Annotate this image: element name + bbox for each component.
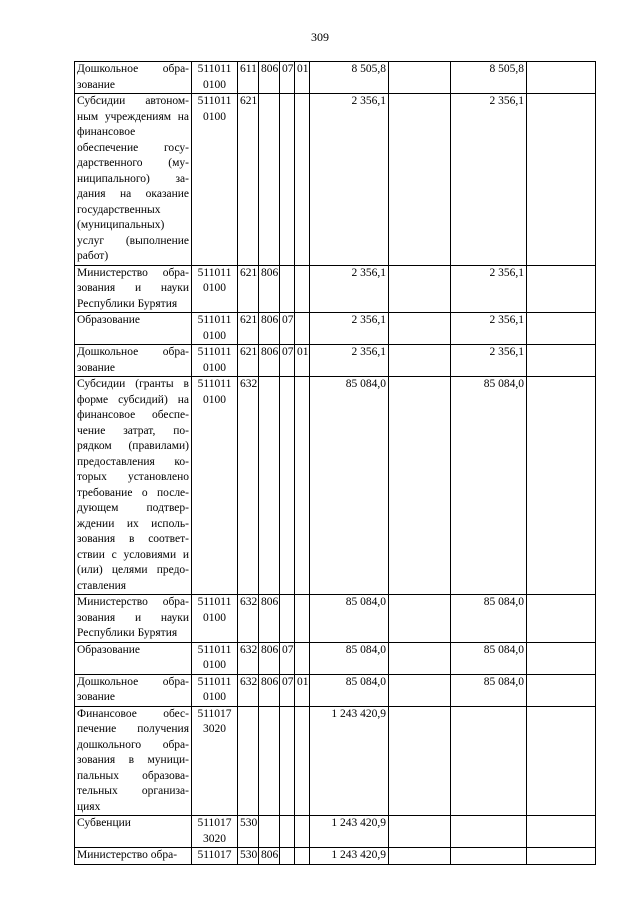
row-name-cell: Субвенции [75, 816, 192, 848]
amount-total-cell: 1 243 420,9 [310, 816, 389, 848]
expense-type-code-cell: 632 [238, 642, 259, 674]
expense-type-code-cell [238, 706, 259, 816]
expense-type-code-cell: 632 [238, 595, 259, 643]
target-article-code-cell: 511011 0100 [192, 94, 238, 266]
amount-total-cell: 2 356,1 [310, 313, 389, 345]
amount-col-4-cell [527, 313, 596, 345]
table-row [75, 313, 596, 345]
amount-col-2-cell [389, 595, 451, 643]
target-article-code-cell: 511011 0100 [192, 313, 238, 345]
section-code-cell: 07 [280, 313, 295, 345]
subsection-code-cell [295, 642, 310, 674]
amount-col-2-cell [389, 816, 451, 848]
row-name-cell: Министерство обра-зования и науки Республики Бурятия [75, 595, 192, 643]
budget-table [74, 61, 596, 865]
amount-col-3-cell [451, 816, 527, 848]
section-code-cell: 07 [280, 62, 295, 94]
table-row [75, 706, 596, 816]
subsection-code-cell: 01 [295, 674, 310, 706]
table-row [75, 642, 596, 674]
amount-col-2-cell [389, 642, 451, 674]
amount-col-4-cell [527, 265, 596, 313]
amount-total-cell: 2 356,1 [310, 345, 389, 377]
section-code-cell [280, 848, 295, 865]
subsection-code-cell [295, 848, 310, 865]
amount-total-cell: 2 356,1 [310, 265, 389, 313]
section-code-cell [280, 94, 295, 266]
subsection-code-cell: 01 [295, 62, 310, 94]
target-article-code-cell: 511011 0100 [192, 595, 238, 643]
target-article-code-cell: 511011 0100 [192, 674, 238, 706]
amount-col-4-cell [527, 816, 596, 848]
section-code-cell [280, 595, 295, 643]
amount-col-4-cell [527, 94, 596, 266]
section-code-cell: 07 [280, 345, 295, 377]
ministry-code-cell: 806 [259, 848, 280, 865]
row-name-cell: Субсидии автоном-ным учреждениям на финансовое обеспечение госу-дарственного (му-ниципального) за-дания на оказание государственных (муниципальных) услуг (выполнение работ) [75, 94, 192, 266]
ministry-code-cell: 806 [259, 595, 280, 643]
amount-total-cell: 8 505,8 [310, 62, 389, 94]
amount-col-3-cell: 85 084,0 [451, 595, 527, 643]
row-name-cell: Дошкольное обра-зование [75, 62, 192, 94]
subsection-code-cell [295, 94, 310, 266]
amount-col-2-cell [389, 848, 451, 865]
ministry-code-cell: 806 [259, 62, 280, 94]
amount-col-3-cell: 2 356,1 [451, 313, 527, 345]
table-row [75, 674, 596, 706]
amount-col-4-cell [527, 345, 596, 377]
target-article-code-cell: 511017 3020 [192, 816, 238, 848]
target-article-code-cell: 511011 0100 [192, 345, 238, 377]
amount-col-2-cell [389, 377, 451, 595]
row-name-cell: Образование [75, 313, 192, 345]
row-name-cell: Министерство обра- [75, 848, 192, 865]
expense-type-code-cell: 530 [238, 848, 259, 865]
amount-total-cell: 85 084,0 [310, 377, 389, 595]
table-row [75, 595, 596, 643]
section-code-cell: 07 [280, 642, 295, 674]
table-row [75, 345, 596, 377]
ministry-code-cell: 806 [259, 674, 280, 706]
target-article-code-cell: 511011 0100 [192, 642, 238, 674]
table-row [75, 265, 596, 313]
row-name-cell: Дошкольное обра-зование [75, 345, 192, 377]
amount-col-2-cell [389, 265, 451, 313]
target-article-code-cell: 511017 3020 [192, 706, 238, 816]
table-row [75, 94, 596, 266]
subsection-code-cell [295, 816, 310, 848]
amount-col-3-cell: 2 356,1 [451, 345, 527, 377]
expense-type-code-cell: 621 [238, 94, 259, 266]
amount-col-2-cell [389, 674, 451, 706]
target-article-code-cell: 511011 0100 [192, 265, 238, 313]
amount-col-2-cell [389, 345, 451, 377]
row-name-cell: Дошкольное обра-зование [75, 674, 192, 706]
amount-total-cell: 1 243 420,9 [310, 706, 389, 816]
subsection-code-cell [295, 706, 310, 816]
ministry-code-cell: 806 [259, 313, 280, 345]
amount-col-4-cell [527, 377, 596, 595]
ministry-code-cell [259, 94, 280, 266]
row-name-cell: Министерство обра-зования и науки Республики Бурятия [75, 265, 192, 313]
amount-col-3-cell: 2 356,1 [451, 265, 527, 313]
amount-col-2-cell [389, 313, 451, 345]
expense-type-code-cell: 621 [238, 313, 259, 345]
subsection-code-cell: 01 [295, 345, 310, 377]
section-code-cell [280, 377, 295, 595]
expense-type-code-cell: 621 [238, 265, 259, 313]
amount-col-4-cell [527, 848, 596, 865]
subsection-code-cell [295, 313, 310, 345]
expense-type-code-cell: 611 [238, 62, 259, 94]
amount-col-4-cell [527, 642, 596, 674]
amount-col-3-cell [451, 848, 527, 865]
section-code-cell: 07 [280, 674, 295, 706]
section-code-cell [280, 816, 295, 848]
amount-col-3-cell: 85 084,0 [451, 642, 527, 674]
subsection-code-cell [295, 377, 310, 595]
ministry-code-cell: 806 [259, 345, 280, 377]
amount-total-cell: 1 243 420,9 [310, 848, 389, 865]
target-article-code-cell: 511017 [192, 848, 238, 865]
amount-col-4-cell [527, 706, 596, 816]
subsection-code-cell [295, 595, 310, 643]
expense-type-code-cell: 530 [238, 816, 259, 848]
amount-total-cell: 85 084,0 [310, 642, 389, 674]
amount-col-4-cell [527, 595, 596, 643]
table-row [75, 377, 596, 595]
target-article-code-cell: 511011 0100 [192, 377, 238, 595]
amount-total-cell: 2 356,1 [310, 94, 389, 266]
expense-type-code-cell: 621 [238, 345, 259, 377]
table-row [75, 62, 596, 94]
table-row [75, 848, 596, 865]
amount-total-cell: 85 084,0 [310, 674, 389, 706]
amount-col-3-cell: 8 505,8 [451, 62, 527, 94]
ministry-code-cell: 806 [259, 642, 280, 674]
row-name-cell: Образование [75, 642, 192, 674]
amount-col-2-cell [389, 62, 451, 94]
section-code-cell [280, 265, 295, 313]
subsection-code-cell [295, 265, 310, 313]
amount-col-3-cell: 2 356,1 [451, 94, 527, 266]
amount-col-4-cell [527, 62, 596, 94]
ministry-code-cell [259, 377, 280, 595]
amount-col-4-cell [527, 674, 596, 706]
table-row [75, 816, 596, 848]
row-name-cell: Финансовое обес-печение получения дошкольного обра-зования в муници-пальных образова-тельных организа-циях [75, 706, 192, 816]
section-code-cell [280, 706, 295, 816]
amount-total-cell: 85 084,0 [310, 595, 389, 643]
ministry-code-cell [259, 706, 280, 816]
expense-type-code-cell: 632 [238, 377, 259, 595]
amount-col-3-cell: 85 084,0 [451, 674, 527, 706]
ministry-code-cell: 806 [259, 265, 280, 313]
amount-col-2-cell [389, 94, 451, 266]
page-number: 309 [311, 30, 329, 44]
ministry-code-cell [259, 816, 280, 848]
amount-col-3-cell [451, 706, 527, 816]
target-article-code-cell: 511011 0100 [192, 62, 238, 94]
amount-col-3-cell: 85 084,0 [451, 377, 527, 595]
expense-type-code-cell: 632 [238, 674, 259, 706]
row-name-cell: Субсидии (гранты в форме субсидий) на финансовое обеспе-чение затрат, по-рядком (правилами) предоставления ко-торых установлено требование о после-дующем подтвер-ждении их исполь-зования в соответ-ствии с условиями и (или) целями предо-ставления [75, 377, 192, 595]
amount-col-2-cell [389, 706, 451, 816]
